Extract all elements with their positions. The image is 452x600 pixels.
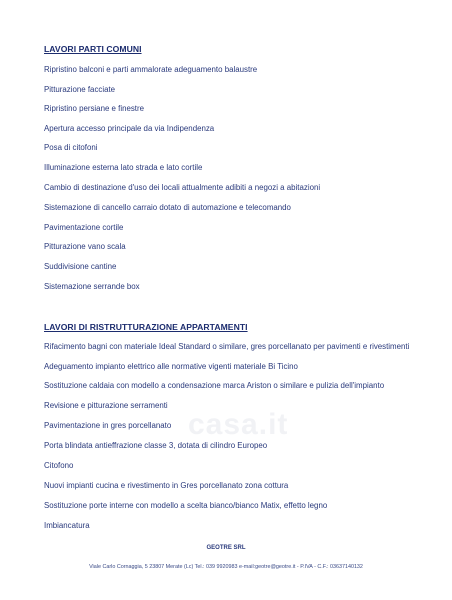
list-item: Posa di citofoni — [44, 143, 98, 152]
list-item: Porta blindata antieffrazione classe 3, dotata di cilindro Europeo — [44, 441, 268, 450]
list-item: Suddivisione cantine — [44, 262, 117, 271]
list-item: Pavimentazione cortile — [44, 223, 124, 232]
watermark: casa.it — [188, 408, 289, 441]
list-item: Adeguamento impianto elettrico alle normative vigenti materiale Bi Ticino — [44, 362, 298, 371]
list-item: Citofono — [44, 461, 74, 470]
list-item: Pavimentazione in gres porcellanato — [44, 421, 172, 430]
list-item: Pitturazione vano scala — [44, 242, 126, 251]
list-item: Ripristino balconi e parti ammalorate adeguamento balaustre — [44, 65, 258, 74]
list-item: Cambio di destinazione d'uso dei locali attualmente adibiti a negozi a abitazioni — [44, 183, 321, 192]
list-item: Sistemazione serrande box — [44, 282, 140, 291]
footer-address: Viale Carlo Cornaggia, 5 23807 Merate (Lc) Tel.: 039 9920983 e-mail:geotre@geotre.it - P.IVA - C.F.: 03637140132 — [89, 564, 363, 570]
section-title-apartment-renovation: LAVORI DI RISTRUTTURAZIONE APPARTAMENTI — [44, 322, 248, 332]
list-item: Sistemazione di cancello carraio dotato di automazione e telecomando — [44, 203, 291, 212]
footer-company-name: GEOTRE SRL — [206, 545, 246, 551]
list-item: Ripristino persiane e finestre — [44, 104, 144, 113]
list-item: Nuovi impianti cucina e rivestimento in Gres porcellanato zona cottura — [44, 481, 289, 490]
list-item: Imbiancatura — [44, 521, 90, 530]
list-item: Sostituzione caldaia con modello a condensazione marca Ariston o similare e pulizia dell'impianto — [44, 381, 385, 390]
list-item: Rifacimento bagni con materiale Ideal Standard o similare, gres porcellanato per pavimenti e rivestimenti — [44, 342, 410, 351]
list-item: Sostituzione porte interne con modello a scelta bianco/bianco Matix, effetto legno — [44, 501, 328, 510]
section-title-common-works: LAVORI PARTI COMUNI — [44, 44, 142, 54]
list-item: Pitturazione facciate — [44, 85, 116, 94]
list-item: Revisione e pitturazione serramenti — [44, 401, 168, 410]
list-item: Illuminazione esterna lato strada e lato cortile — [44, 163, 203, 172]
list-item: Apertura accesso principale da via Indipendenza — [44, 124, 215, 133]
